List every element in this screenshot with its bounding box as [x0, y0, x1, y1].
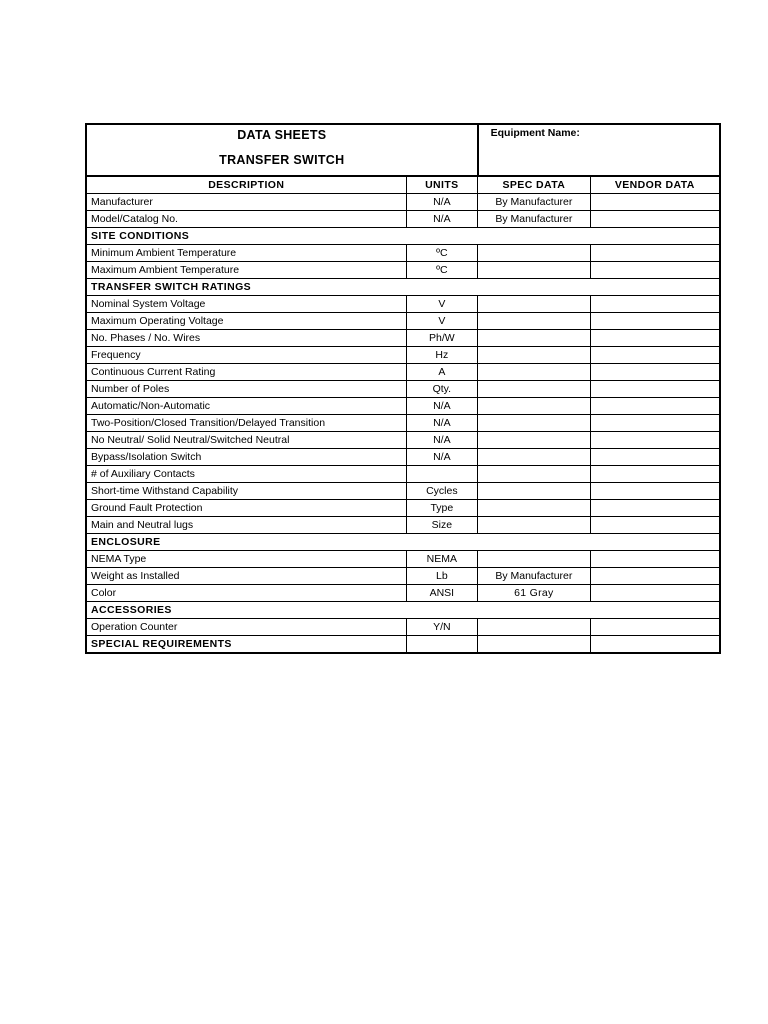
- row-vendor-data[interactable]: [590, 432, 720, 449]
- row-units: ANSI: [406, 585, 478, 602]
- row-units: Lb: [406, 568, 478, 585]
- spec-row: [86, 330, 720, 347]
- row-description: Minimum Ambient Temperature: [86, 245, 406, 262]
- row-vendor-data[interactable]: [590, 381, 720, 398]
- row-spec-data[interactable]: [478, 432, 590, 449]
- row-vendor-data[interactable]: [590, 500, 720, 517]
- equipment-name-cell[interactable]: [478, 124, 720, 176]
- row-vendor-data[interactable]: [590, 568, 720, 585]
- title-line-data-sheets: DATA SHEETS: [237, 128, 327, 142]
- row-spec-data[interactable]: [478, 296, 590, 313]
- spec-row: [86, 245, 720, 262]
- row-spec-data[interactable]: [478, 636, 590, 654]
- row-vendor-data[interactable]: [590, 211, 720, 228]
- section-title: ACCESSORIES: [86, 602, 720, 619]
- spec-row: [86, 381, 720, 398]
- row-units: ºC: [406, 245, 478, 262]
- spec-row: [86, 585, 720, 602]
- row-units: [406, 466, 478, 483]
- spec-row: [86, 194, 720, 211]
- row-spec-data[interactable]: [478, 313, 590, 330]
- row-description: Manufacturer: [86, 194, 406, 211]
- section-header-row: [86, 602, 720, 619]
- column-header-vendor-data: VENDOR DATA: [590, 176, 720, 194]
- section-header-row: [86, 228, 720, 245]
- row-vendor-data[interactable]: [590, 483, 720, 500]
- row-units: N/A: [406, 398, 478, 415]
- row-vendor-data[interactable]: [590, 245, 720, 262]
- data-sheet-body: [86, 194, 720, 654]
- row-vendor-data[interactable]: [590, 415, 720, 432]
- row-units: Cycles: [406, 483, 478, 500]
- row-units: Hz: [406, 347, 478, 364]
- row-spec-data[interactable]: [478, 619, 590, 636]
- row-units: NEMA: [406, 551, 478, 568]
- row-spec-data[interactable]: [478, 517, 590, 534]
- spec-row: [86, 313, 720, 330]
- row-vendor-data[interactable]: [590, 194, 720, 211]
- section-title: SITE CONDITIONS: [86, 228, 720, 245]
- section-header-row: [86, 279, 720, 296]
- title-line-transfer-switch: TRANSFER SWITCH: [219, 153, 345, 167]
- spec-row: [86, 211, 720, 228]
- row-description: Number of Poles: [86, 381, 406, 398]
- spec-row: [86, 347, 720, 364]
- section-title: TRANSFER SWITCH RATINGS: [86, 279, 720, 296]
- row-description: Model/Catalog No.: [86, 211, 406, 228]
- row-spec-data[interactable]: [478, 364, 590, 381]
- title-row: [86, 124, 720, 176]
- column-header-description: DESCRIPTION: [86, 176, 406, 194]
- spec-row: [86, 364, 720, 381]
- row-description: No Neutral/ Solid Neutral/Switched Neutral: [86, 432, 406, 449]
- row-vendor-data[interactable]: [590, 619, 720, 636]
- row-spec-data[interactable]: [478, 500, 590, 517]
- column-header-row: [86, 176, 720, 194]
- spec-row: [86, 568, 720, 585]
- row-description: Automatic/Non-Automatic: [86, 398, 406, 415]
- row-description: Main and Neutral lugs: [86, 517, 406, 534]
- special-requirements-row: [86, 636, 720, 654]
- row-description: SPECIAL REQUIREMENTS: [86, 636, 406, 654]
- row-vendor-data[interactable]: [590, 364, 720, 381]
- row-spec-data[interactable]: [478, 381, 590, 398]
- row-vendor-data[interactable]: [590, 517, 720, 534]
- row-units: Type: [406, 500, 478, 517]
- row-spec-data[interactable]: [478, 551, 590, 568]
- row-description: Short-time Withstand Capability: [86, 483, 406, 500]
- row-spec-data[interactable]: [478, 398, 590, 415]
- spec-row: [86, 517, 720, 534]
- row-vendor-data[interactable]: [590, 313, 720, 330]
- section-title: ENCLOSURE: [86, 534, 720, 551]
- row-spec-data[interactable]: 61 Gray: [478, 585, 590, 602]
- row-vendor-data[interactable]: [590, 585, 720, 602]
- document-title: [86, 124, 478, 176]
- row-units: N/A: [406, 432, 478, 449]
- spec-row: [86, 466, 720, 483]
- row-description: Bypass/Isolation Switch: [86, 449, 406, 466]
- row-units: N/A: [406, 449, 478, 466]
- row-spec-data[interactable]: [478, 483, 590, 500]
- data-sheet-table: [85, 123, 721, 654]
- row-description: Frequency: [86, 347, 406, 364]
- row-vendor-data[interactable]: [590, 398, 720, 415]
- row-spec-data[interactable]: By Manufacturer: [478, 568, 590, 585]
- row-description: # of Auxiliary Contacts: [86, 466, 406, 483]
- row-spec-data[interactable]: By Manufacturer: [478, 211, 590, 228]
- spec-row: [86, 483, 720, 500]
- row-units: V: [406, 313, 478, 330]
- row-description: Two-Position/Closed Transition/Delayed Transition: [86, 415, 406, 432]
- row-spec-data[interactable]: [478, 466, 590, 483]
- row-spec-data[interactable]: [478, 415, 590, 432]
- spec-row: [86, 262, 720, 279]
- row-description: Ground Fault Protection: [86, 500, 406, 517]
- row-description: No. Phases / No. Wires: [86, 330, 406, 347]
- spec-row: [86, 619, 720, 636]
- row-vendor-data[interactable]: [590, 330, 720, 347]
- column-header-units: UNITS: [406, 176, 478, 194]
- equipment-name-label: Equipment Name:: [490, 127, 580, 139]
- row-units: Y/N: [406, 619, 478, 636]
- section-header-row: [86, 534, 720, 551]
- spec-row: [86, 415, 720, 432]
- spec-row: [86, 398, 720, 415]
- row-description: Maximum Operating Voltage: [86, 313, 406, 330]
- row-units: N/A: [406, 211, 478, 228]
- row-description: Maximum Ambient Temperature: [86, 262, 406, 279]
- column-header-spec-data: SPEC DATA: [478, 176, 590, 194]
- row-spec-data[interactable]: [478, 262, 590, 279]
- spec-row: [86, 432, 720, 449]
- spec-row: [86, 296, 720, 313]
- row-spec-data[interactable]: By Manufacturer: [478, 194, 590, 211]
- row-units: Qty.: [406, 381, 478, 398]
- row-spec-data[interactable]: [478, 245, 590, 262]
- spec-row: [86, 551, 720, 568]
- row-units: N/A: [406, 415, 478, 432]
- row-vendor-data[interactable]: [590, 296, 720, 313]
- row-vendor-data[interactable]: [590, 449, 720, 466]
- row-units: ºC: [406, 262, 478, 279]
- row-units: Ph/W: [406, 330, 478, 347]
- spec-row: [86, 449, 720, 466]
- row-description: Color: [86, 585, 406, 602]
- row-vendor-data[interactable]: [590, 636, 720, 654]
- row-vendor-data[interactable]: [590, 262, 720, 279]
- row-description: Operation Counter: [86, 619, 406, 636]
- row-spec-data[interactable]: [478, 449, 590, 466]
- row-units: N/A: [406, 194, 478, 211]
- row-vendor-data[interactable]: [590, 347, 720, 364]
- row-vendor-data[interactable]: [590, 551, 720, 568]
- row-units: V: [406, 296, 478, 313]
- row-description: NEMA Type: [86, 551, 406, 568]
- row-units: Size: [406, 517, 478, 534]
- row-description: Nominal System Voltage: [86, 296, 406, 313]
- row-spec-data[interactable]: [478, 330, 590, 347]
- row-spec-data[interactable]: [478, 347, 590, 364]
- spec-row: [86, 500, 720, 517]
- row-description: Continuous Current Rating: [86, 364, 406, 381]
- row-description: Weight as Installed: [86, 568, 406, 585]
- row-units: A: [406, 364, 478, 381]
- row-units: [406, 636, 478, 654]
- row-vendor-data[interactable]: [590, 466, 720, 483]
